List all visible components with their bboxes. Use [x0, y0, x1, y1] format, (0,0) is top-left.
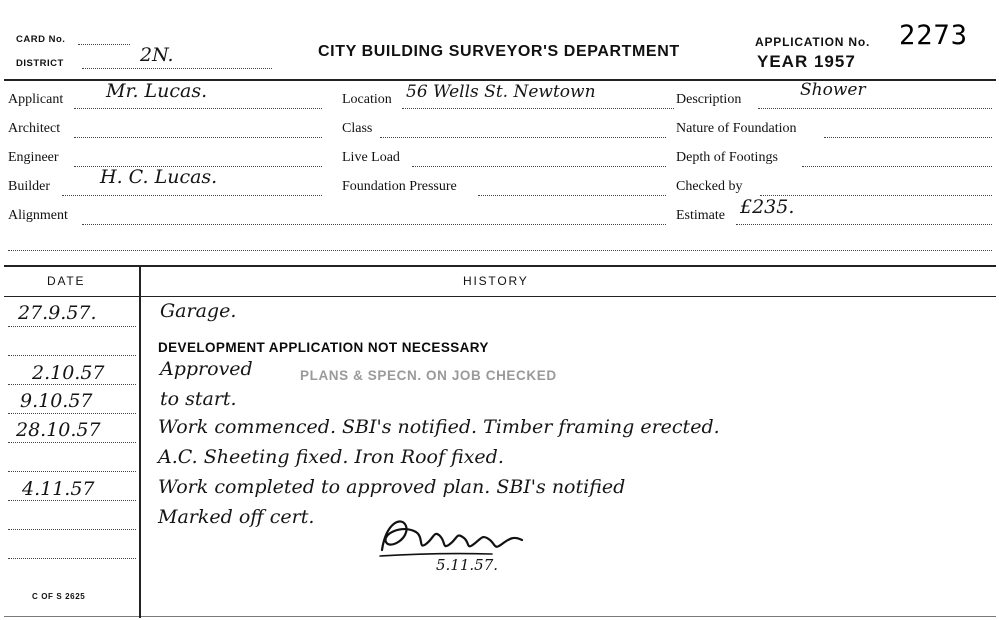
estimate-line: [736, 224, 992, 225]
description-line: [758, 108, 992, 109]
card-no-label: CARD No.: [16, 34, 66, 45]
applicant-value: Mr. Lucas.: [106, 80, 208, 102]
builder-line: [62, 195, 322, 196]
description-label: Description: [676, 92, 742, 107]
applicant-line: [74, 108, 322, 109]
class-label: Class: [342, 121, 373, 136]
location-label: Location: [342, 92, 392, 107]
history-entry: Approved: [160, 358, 253, 380]
table-column-rule: [139, 266, 141, 618]
alignment-label: Alignment: [8, 208, 68, 223]
history-entry: Garage.: [160, 300, 237, 322]
card-no-line: [78, 44, 130, 45]
date-row-line: [8, 500, 136, 501]
checked-by-line: [760, 195, 992, 196]
application-no-value: 2273: [899, 20, 969, 51]
date-row-line: [8, 413, 136, 414]
history-date: 27.9.57.: [18, 302, 97, 324]
class-line: [380, 137, 666, 138]
estimate-value: £235.: [740, 196, 795, 218]
date-row-line: [8, 558, 136, 559]
signature-date: 5.11.57.: [436, 556, 499, 574]
date-row-line: [8, 529, 136, 530]
location-value: 56 Wells St. Newtown: [406, 82, 596, 102]
nature-of-foundation-line: [824, 137, 992, 138]
history-date: 9.10.57: [20, 390, 93, 412]
application-no-label: APPLICATION No.: [755, 35, 871, 49]
date-row-line: [8, 355, 136, 356]
engineer-label: Engineer: [8, 150, 59, 165]
date-column-header: DATE: [47, 274, 86, 288]
checked-by-label: Checked by: [676, 179, 743, 194]
date-row-line: [8, 442, 136, 443]
architect-label: Architect: [8, 121, 61, 136]
plans-checked-stamp: PLANS & SPECN. ON JOB CHECKED: [300, 368, 557, 383]
history-date: 28.10.57: [16, 419, 101, 441]
year-label: YEAR 1957: [757, 52, 856, 71]
form-code: C OF S 2625: [32, 592, 86, 601]
live-load-label: Live Load: [342, 150, 400, 165]
foundation-pressure-label: Foundation Pressure: [342, 179, 457, 194]
builder-label: Builder: [8, 179, 50, 194]
foundation-pressure-line: [478, 195, 666, 196]
history-date: 2.10.57: [32, 362, 105, 384]
history-date: 4.11.57: [22, 478, 95, 500]
history-entry: Work completed to approved plan. SBI's notified: [158, 476, 626, 498]
history-entry: Marked off cert.: [158, 506, 315, 528]
estimate-label: Estimate: [676, 208, 725, 223]
district-label: DISTRICT: [16, 58, 64, 69]
table-top-rule: [4, 265, 996, 267]
date-row-line: [8, 384, 136, 385]
description-value: Shower: [800, 80, 866, 100]
depth-of-footings-line: [802, 166, 992, 167]
live-load-line: [412, 166, 666, 167]
district-value: 2N.: [140, 44, 174, 66]
extra-line: [8, 250, 992, 251]
location-line: [402, 108, 674, 109]
nature-of-foundation-label: Nature of Foundation: [676, 121, 797, 136]
history-entry: to start.: [160, 388, 237, 410]
history-entry: A.C. Sheeting fixed. Iron Roof fixed.: [158, 446, 504, 468]
applicant-label: Applicant: [8, 92, 64, 107]
date-row-line: [8, 326, 136, 327]
history-column-header: HISTORY: [463, 274, 529, 288]
date-row-line: [8, 471, 136, 472]
architect-line: [74, 137, 322, 138]
district-line: [82, 68, 272, 69]
table-header-rule: [4, 296, 996, 297]
builder-value: H. C. Lucas.: [100, 166, 218, 188]
history-entry: Work commenced. SBI's notified. Timber framing erected.: [158, 416, 720, 438]
department-title: CITY BUILDING SURVEYOR'S DEPARTMENT: [318, 43, 680, 60]
alignment-line: [82, 224, 666, 225]
development-stamp: DEVELOPMENT APPLICATION NOT NECESSARY: [158, 340, 489, 355]
bottom-edge: [4, 616, 996, 617]
depth-of-footings-label: Depth of Footings: [676, 150, 778, 165]
